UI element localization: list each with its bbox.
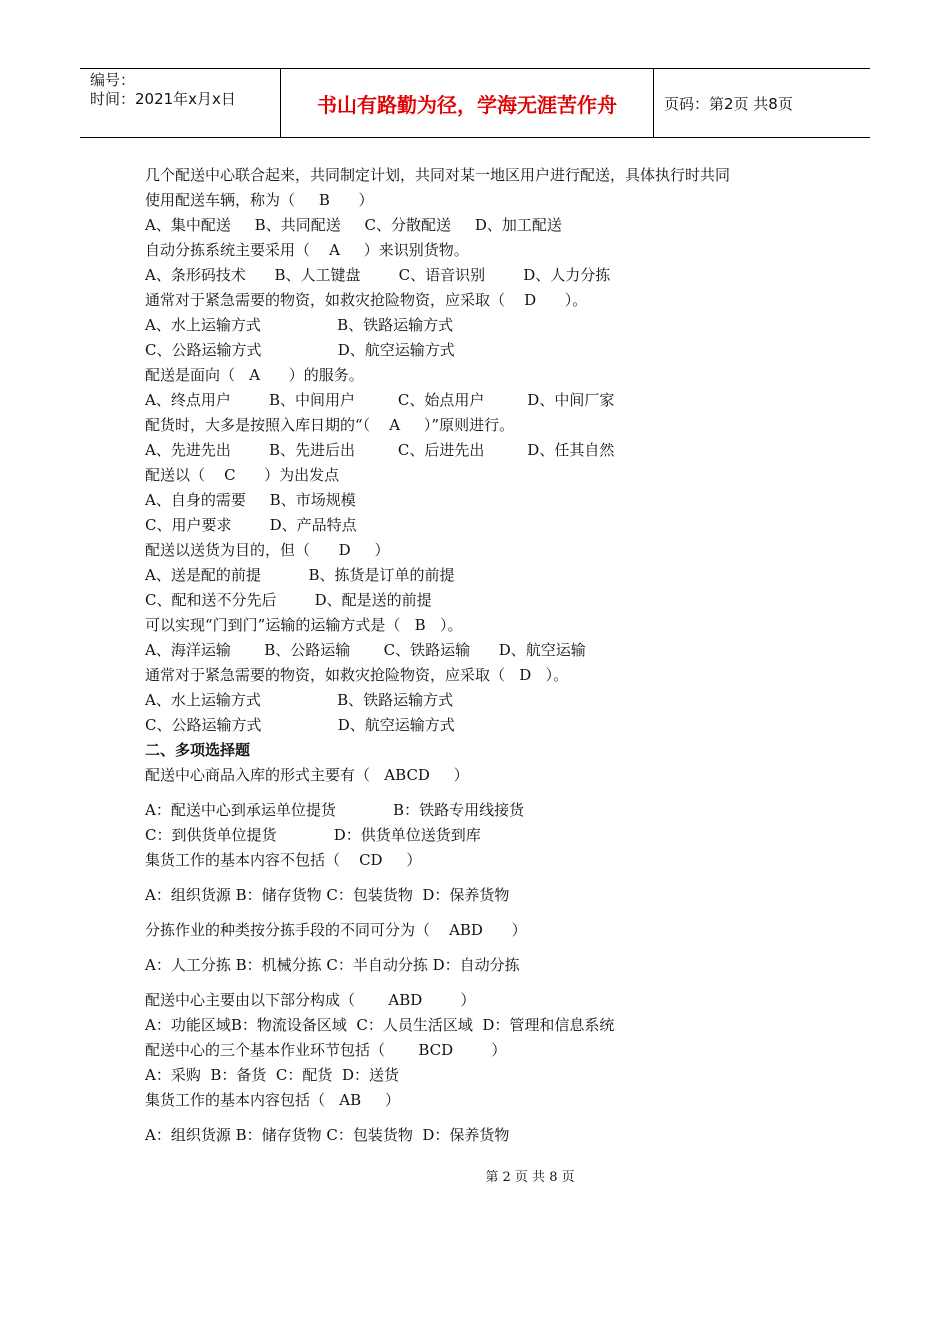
footer-page-number: 第 2 页 共 8 页 [485,1170,575,1185]
header-motto: 书山有路勤为径，学海无涯苦作舟 [281,69,654,137]
text-line: A、自身的需要 B、市场规模 [145,491,356,509]
page-header [80,68,870,138]
text-line: A：功能区域B：物流设备区域 C：人员生活区域 D：管理和信息系统 [145,1016,615,1034]
text-line: 配货时，大多是按照入库日期的“（ A ）”原则进行。 [145,416,515,434]
text-line: 配送中心的三个基本作业环节包括（ BCD ） [145,1041,507,1059]
text-line: 集货工作的基本内容包括（ AB ） [145,1091,401,1109]
text-line: 通常对于紧急需要的物资，如救灾抢险物资，应采取（ D ）。 [145,666,569,684]
section-heading: 二、多项选择题 [145,741,251,759]
text-line: 配送是面向（ A ）的服务。 [145,366,364,384]
document-time-label: 时间：2021年x月x日 [90,90,236,108]
text-line: 配送以（ C ）为出发点 [145,466,340,484]
text-line: 几个配送中心联合起来，共同制定计划，共同对某一地区用户进行配送，具体执行时共同 [145,166,731,184]
text-line: A：配送中心到承运单位提货 B：铁路专用线接货 [145,801,525,819]
text-line: C、公路运输方式 D、航空运输方式 [145,716,455,734]
line-gap [145,943,825,953]
text-line: C、用户要求 D、产品特点 [145,516,357,534]
header-left-cell [80,69,281,137]
text-line: 使用配送车辆，称为（ B ） [145,191,374,209]
text-line: 分拣作业的种类按分拣手段的不同可分为（ ABD ） [145,921,527,939]
line-gap [145,1113,825,1123]
text-line: 配送中心商品入库的形式主要有（ ABCD ） [145,766,469,784]
text-line: A：组织货源 B：储存货物 C：包装货物 D：保养货物 [145,1126,510,1144]
text-line: A、水上运输方式 B、铁路运输方式 [145,316,454,334]
text-line: C、配和送不分先后 D、配是送的前提 [145,591,432,609]
text-line: C、公路运输方式 D、航空运输方式 [145,341,455,359]
text-line: C：到供货单位提货 D：供货单位送货到库 [145,826,481,844]
text-line: A、条形码技术 B、人工键盘 C、语音识别 D、人力分拣 [145,266,611,284]
text-line: 配送以送货为目的，但（ D ） [145,541,390,559]
page-footer [0,1166,950,1185]
text-line: A：组织货源 B：储存货物 C：包装货物 D：保养货物 [145,886,510,904]
text-line: 可以实现“门到门”运输的运输方式是（ B ）。 [145,616,463,634]
document-number-label: 编号： [90,71,136,89]
text-line: A：人工分拣 B：机械分拣 C：半自动分拣 D：自动分拣 [145,956,520,974]
line-gap [145,908,825,918]
text-line: 通常对于紧急需要的物资，如救灾抢险物资，应采取（ D ）。 [145,291,588,309]
header-page-label: 页码：第2页 共8页 [664,94,793,113]
text-line: A、先进先出 B、先进后出 C、后进先出 D、任其自然 [145,441,615,459]
text-line: A：采购 B：备货 C：配货 D：送货 [145,1066,399,1084]
text-line: A、集中配送 B、共同配送 C、分散配送 D、加工配送 [145,216,562,234]
text-line: 配送中心主要由以下部分构成（ ABD ） [145,991,476,1009]
line-gap [145,978,825,988]
line-gap [145,873,825,883]
line-gap [145,788,825,798]
text-line: 自动分拣系统主要采用（ A ）来识别货物。 [145,241,469,259]
text-line: A、送是配的前提 B、拣货是订单的前提 [145,566,455,584]
question-content [145,163,825,1148]
text-line: A、水上运输方式 B、铁路运输方式 [145,691,454,709]
text-line: 集货工作的基本内容不包括（ CD ） [145,851,422,869]
text-line: A、海洋运输 B、公路运输 C、铁路运输 D、航空运输 [145,641,586,659]
text-line: A、终点用户 B、中间用户 C、始点用户 D、中间厂家 [145,391,615,409]
